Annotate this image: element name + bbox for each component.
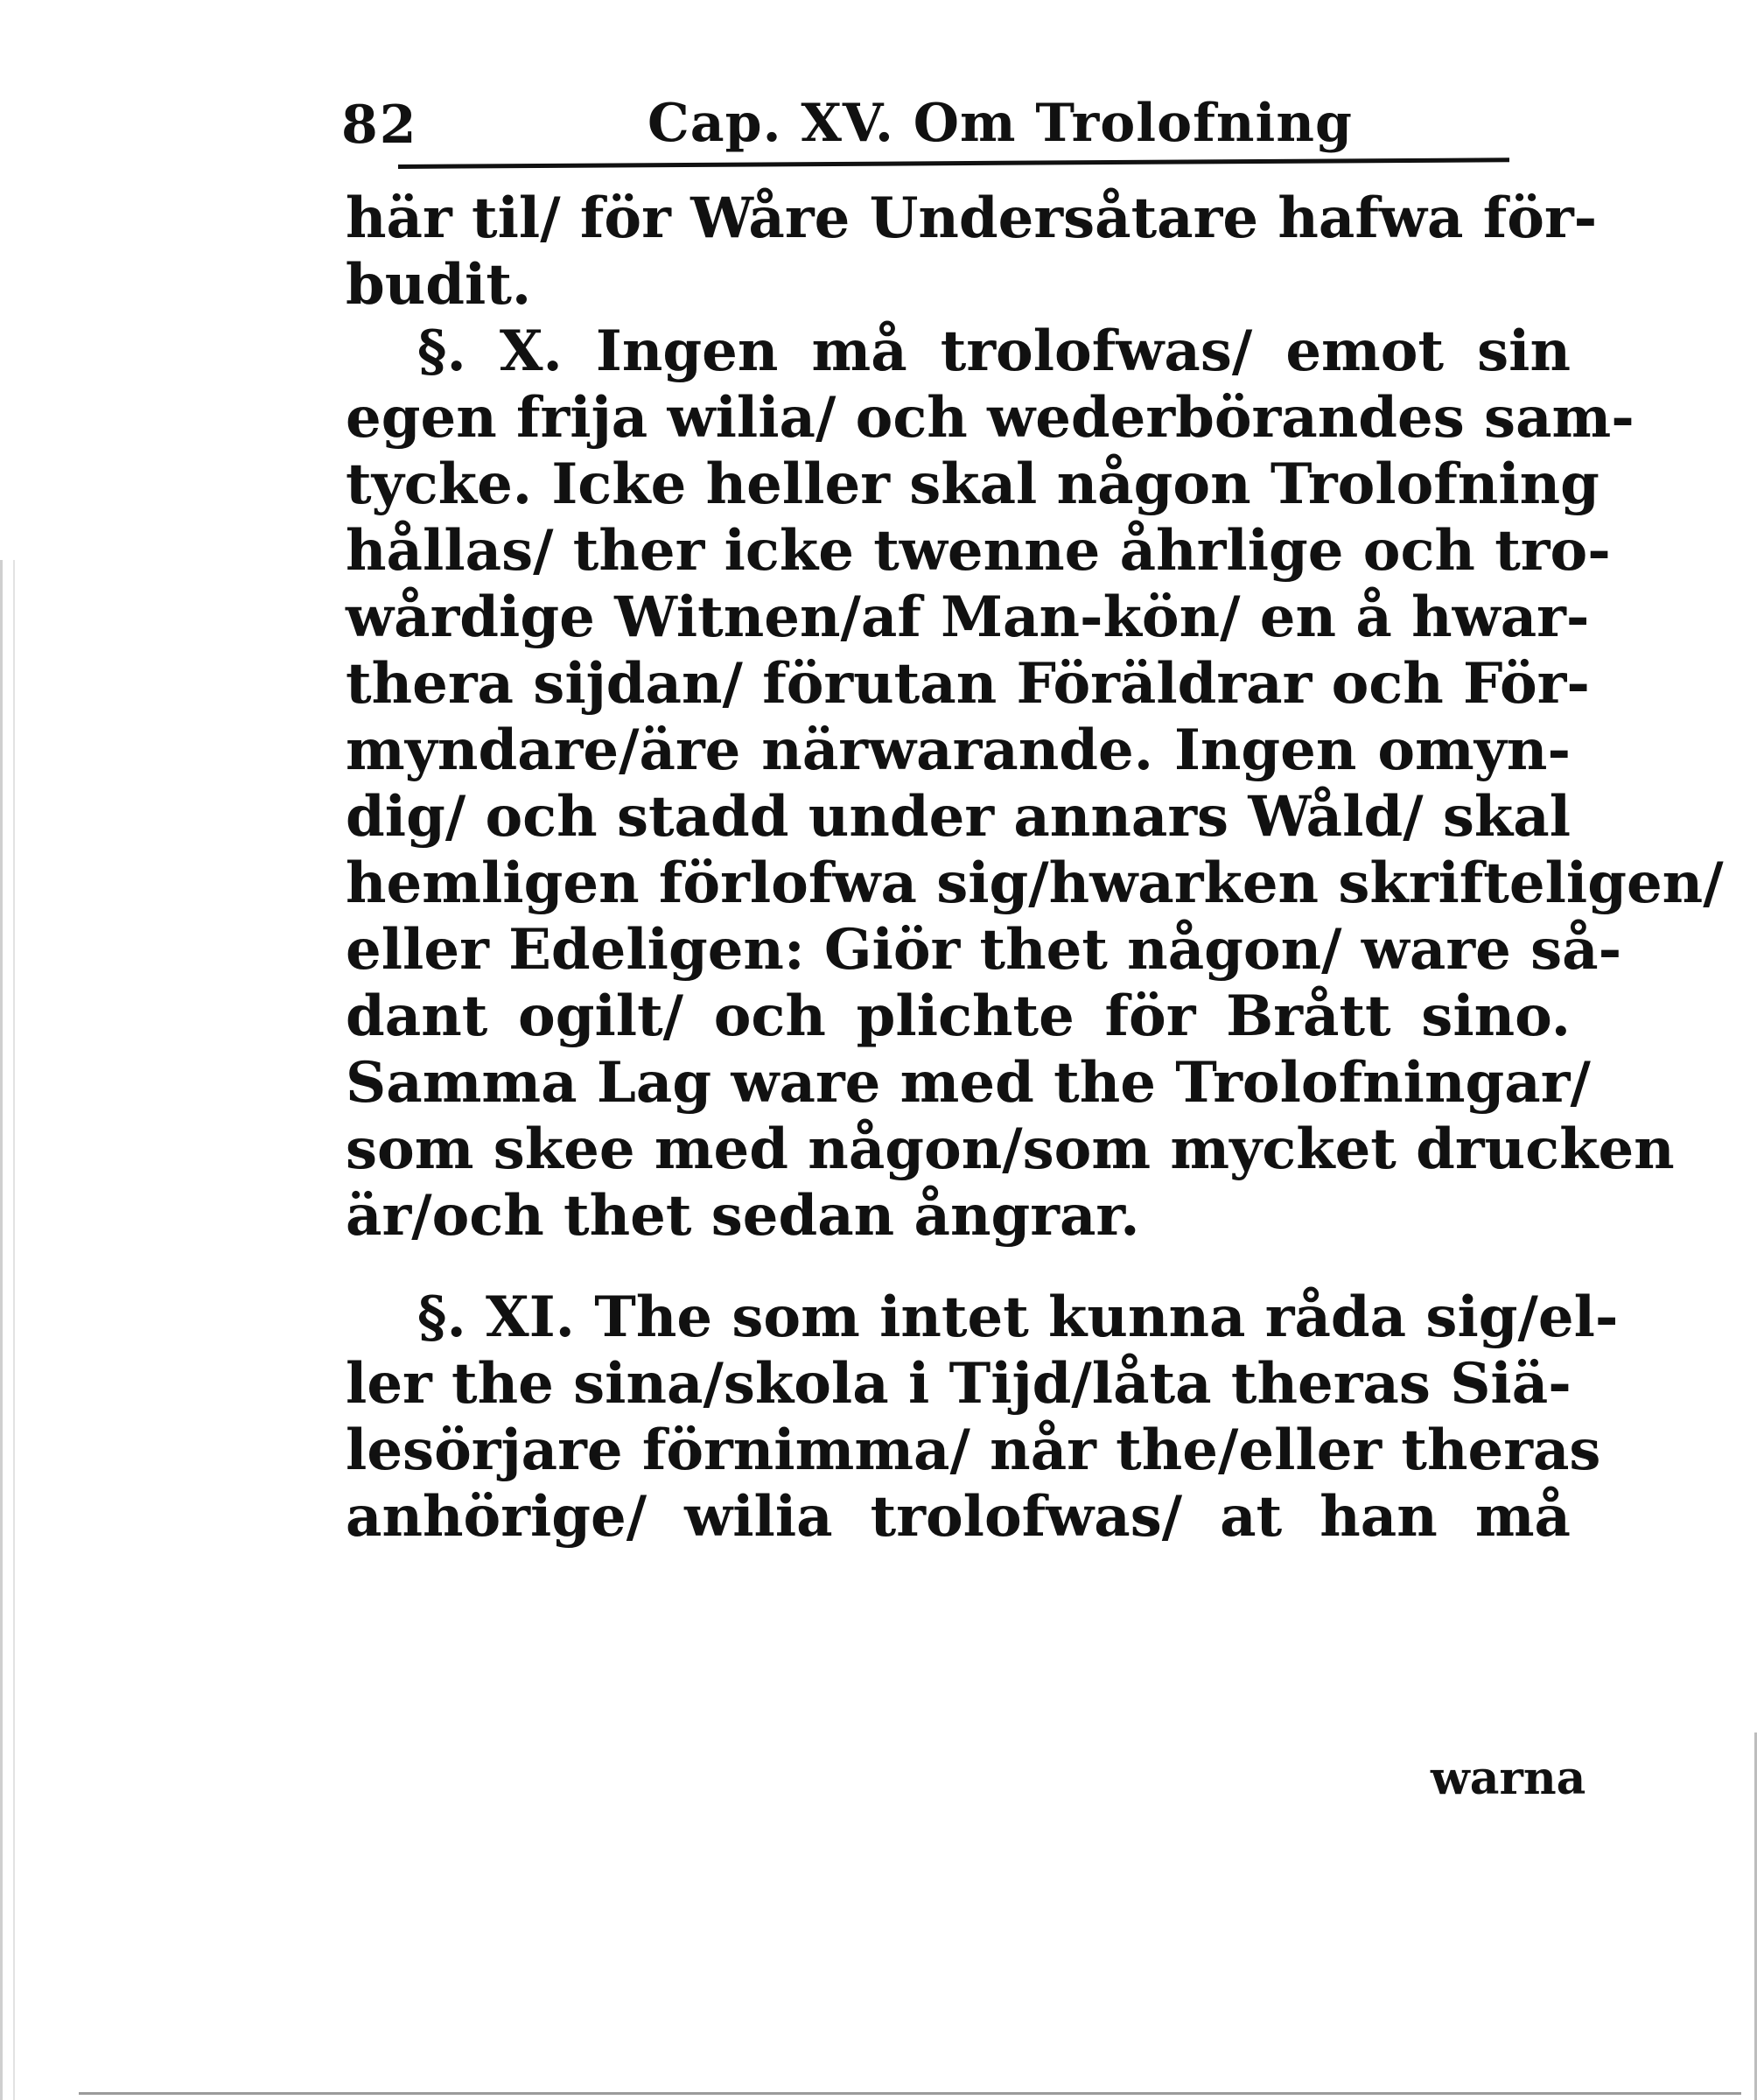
text-line: lesörjare förnimma/ når the/eller theras <box>346 1418 1601 1483</box>
body-text <box>346 186 1724 1550</box>
paragraph-gap <box>346 1250 1571 1284</box>
page-number: 82 <box>341 94 418 156</box>
page-header <box>341 88 1549 166</box>
text-line: thera sijdan/ förutan Föräldrar och För- <box>346 651 1590 717</box>
catchword: warna <box>1431 1752 1586 1805</box>
scan-edge-left <box>0 560 15 2100</box>
text-line: hemligen förlofwa sig/hwarken skrifteligen/ <box>346 850 1724 916</box>
running-head: Cap. XV. Om Trolofning <box>648 93 1353 154</box>
text-line: §. XI. The som intet kunna råda sig/el- <box>417 1284 1619 1350</box>
text-line: tycke. Icke heller skal någon Trolofning <box>346 452 1600 517</box>
text-line: wårdige Witnen/af Man-kön/ en å hwar- <box>346 584 1590 650</box>
text-line: eller Edeligen: Giör thet någon/ ware så- <box>346 917 1622 983</box>
text-line: anhörige/ wilia trolofwas/ at han må <box>346 1484 1571 1550</box>
text-line: som skee med någon/som mycket drucken <box>346 1116 1675 1182</box>
text-line: dig/ och stadd under annars Wåld/ skal <box>346 784 1571 850</box>
text-line: budit. <box>346 252 532 318</box>
text-line: Samma Lag ware med the Trolofningar/ <box>346 1050 1591 1116</box>
text-line: här til/ för Wåre Undersåtare hafwa för- <box>346 186 1598 251</box>
text-line: är/och thet sedan ångrar. <box>346 1183 1140 1249</box>
scan-edge-bottom <box>79 2092 1741 2095</box>
text-line: hållas/ ther icke twenne åhrlige och tro- <box>346 518 1611 584</box>
scan-edge-right <box>1747 1732 1757 2100</box>
text-line: myndare/äre närwarande. Ingen omyn- <box>346 718 1571 783</box>
text-line: egen frija wilia/ och wederbörandes sam- <box>346 385 1634 451</box>
text-line: ler the sina/skola i Tijd/låta theras Siä- <box>346 1351 1572 1417</box>
text-line: dant ogilt/ och plichte för Brått sino. <box>346 984 1571 1049</box>
text-line: §. X. Ingen må trolofwas/ emot sin <box>417 318 1571 384</box>
